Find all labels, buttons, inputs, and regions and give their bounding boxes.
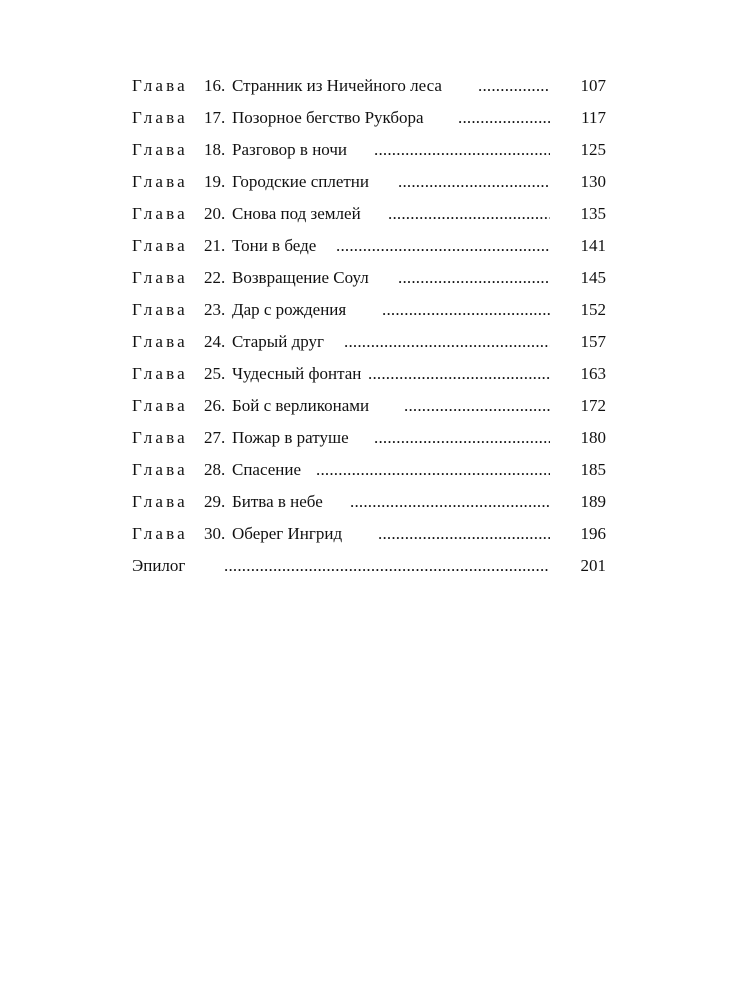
chapter-title: Тони в беде [232, 236, 317, 255]
dot-leader [374, 422, 550, 454]
page-number: 130 [580, 172, 606, 191]
chapter-title: Странник из Ничейного леса [232, 76, 442, 95]
chapter-word: Глава [132, 268, 188, 287]
chapter-word: Глава [132, 492, 188, 511]
chapter-number: 27. [204, 428, 226, 447]
chapter-number: 18. [204, 140, 226, 159]
page-number: 107 [580, 76, 606, 95]
toc-entry [132, 198, 606, 230]
toc-entry [132, 166, 606, 198]
chapter-title: Городские сплетни [232, 172, 369, 191]
toc-entry [132, 390, 606, 422]
chapter-number: 28. [204, 460, 226, 479]
page-number: 163 [580, 364, 606, 383]
dot-leader [478, 70, 550, 102]
page-number: 117 [581, 108, 606, 127]
page-number: 189 [580, 492, 606, 511]
chapter-word: Глава [132, 108, 188, 127]
toc-entry [132, 102, 606, 134]
toc-entry-epilogue [132, 550, 606, 582]
table-of-contents [132, 70, 606, 582]
toc-entry [132, 294, 606, 326]
page-number: 196 [580, 524, 606, 543]
epilogue-label: Эпилог [132, 556, 186, 575]
dot-leader [374, 134, 550, 166]
chapter-number: 20. [204, 204, 226, 223]
page-number: 157 [580, 332, 606, 351]
dot-leader [350, 486, 550, 518]
chapter-number: 25. [204, 364, 226, 383]
dot-leader [344, 326, 550, 358]
page-number: 172 [580, 396, 606, 415]
toc-entry [132, 486, 606, 518]
chapter-word: Глава [132, 172, 188, 191]
page-number: 145 [580, 268, 606, 287]
chapter-word: Глава [132, 236, 188, 255]
chapter-number: 29. [204, 492, 226, 511]
toc-entry [132, 230, 606, 262]
page-number: 152 [580, 300, 606, 319]
dot-leader [224, 550, 550, 582]
chapter-word: Глава [132, 396, 188, 415]
chapter-number: 16. [204, 76, 226, 95]
page-number: 185 [580, 460, 606, 479]
chapter-title: Битва в небе [232, 492, 323, 511]
chapter-number: 21. [204, 236, 226, 255]
page-number: 180 [580, 428, 606, 447]
chapter-number: 26. [204, 396, 226, 415]
dot-leader [368, 358, 550, 390]
chapter-title: Снова под землей [232, 204, 361, 223]
chapter-word: Глава [132, 364, 188, 383]
chapter-title: Чудесный фонтан [232, 364, 362, 383]
chapter-title: Пожар в ратуше [232, 428, 349, 447]
chapter-title: Оберег Ингрид [232, 524, 343, 543]
chapter-title: Разговор в ночи [232, 140, 348, 159]
chapter-title: Дар с рождения [232, 300, 347, 319]
chapter-word: Глава [132, 428, 188, 447]
chapter-title: Возвращение Соул [232, 268, 369, 287]
chapter-word: Глава [132, 332, 188, 351]
toc-entry [132, 518, 606, 550]
toc-entry [132, 134, 606, 166]
dot-leader [458, 102, 550, 134]
chapter-number: 17. [204, 108, 226, 127]
chapter-word: Глава [132, 204, 188, 223]
chapter-title: Бой с верликонами [232, 396, 370, 415]
chapter-word: Глава [132, 76, 188, 95]
dot-leader [404, 390, 550, 422]
chapter-number: 19. [204, 172, 226, 191]
chapter-number: 30. [204, 524, 226, 543]
chapter-title: Позорное бегство Рукбора [232, 108, 424, 127]
dot-leader [398, 262, 550, 294]
dot-leader [378, 518, 550, 550]
toc-entry [132, 262, 606, 294]
page-number: 141 [580, 236, 606, 255]
toc-entry [132, 326, 606, 358]
chapter-title: Старый друг [232, 332, 324, 351]
dot-leader [398, 166, 550, 198]
page-number: 201 [580, 556, 606, 575]
page-number: 125 [580, 140, 606, 159]
chapter-word: Глава [132, 140, 188, 159]
toc-entry [132, 70, 606, 102]
dot-leader [336, 230, 550, 262]
chapter-title: Спасение [232, 460, 302, 479]
chapter-number: 22. [204, 268, 226, 287]
toc-entry [132, 454, 606, 486]
chapter-number: 24. [204, 332, 226, 351]
chapter-word: Глава [132, 460, 188, 479]
toc-entry [132, 422, 606, 454]
toc-entry [132, 358, 606, 390]
page-number: 135 [580, 204, 606, 223]
chapter-number: 23. [204, 300, 226, 319]
chapter-word: Глава [132, 524, 188, 543]
dot-leader [382, 294, 550, 326]
chapter-word: Глава [132, 300, 188, 319]
dot-leader [316, 454, 550, 486]
dot-leader [388, 198, 550, 230]
